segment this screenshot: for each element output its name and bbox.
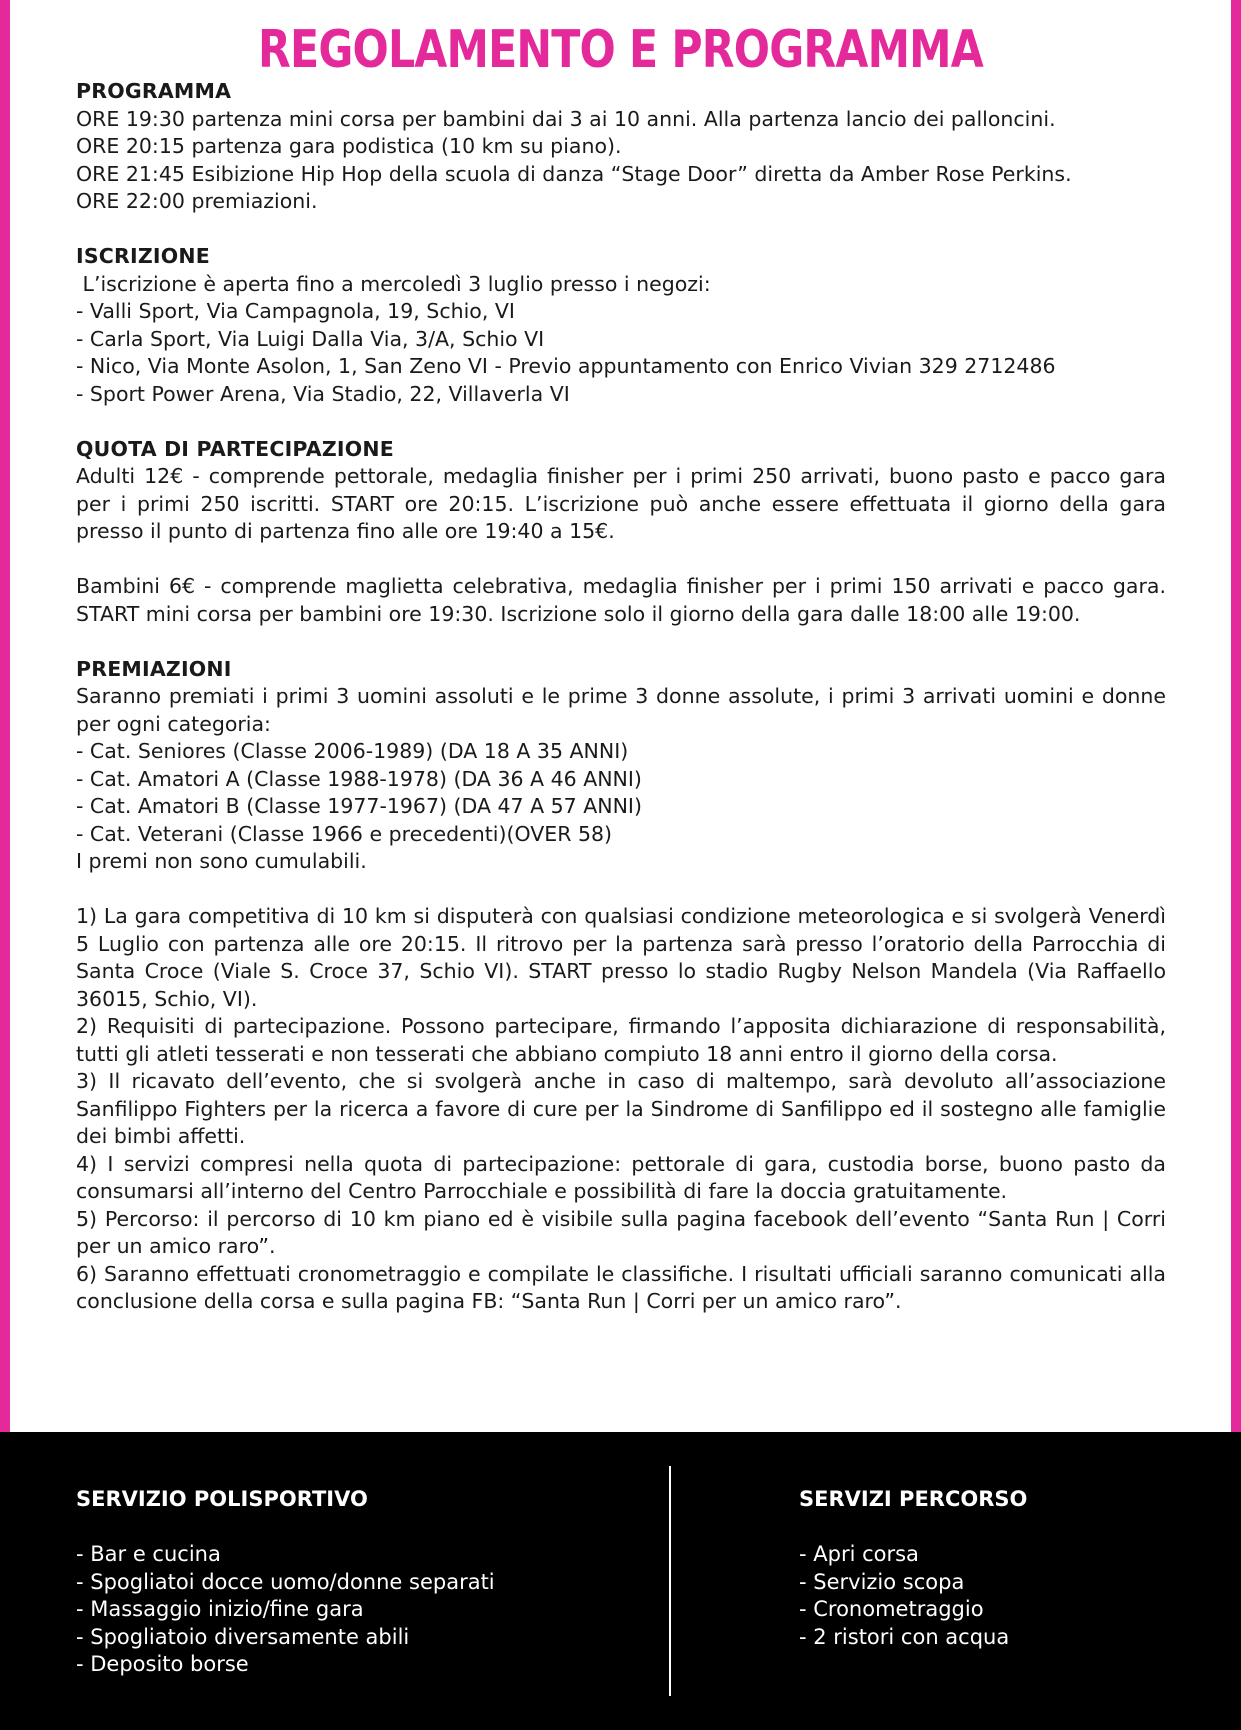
premiazioni-category: - Cat. Seniores (Classe 2006-1989) (DA 18 A 35 ANNI) — [76, 739, 629, 763]
polisportivo-heading: SERVIZIO POLISPORTIVO — [76, 1487, 368, 1511]
polisportivo-item: - Massaggio inizio/fine gara — [76, 1597, 364, 1621]
left-accent-bar — [0, 0, 10, 1432]
regola-4: 4) I servizi compresi nella quota di partecipazione: pettorale di gara, custodia borse, buono pasto da consumarsi all’interno del Centro Parrocchiale e possibilità di fare la doccia gratuitamente. — [76, 1151, 1166, 1203]
percorso-item: - Apri corsa — [799, 1542, 919, 1566]
footer-divider — [669, 1466, 671, 1696]
iscrizione-intro: L’iscrizione è aperta fino a mercoledì 3 luglio presso i negozi: — [76, 271, 711, 296]
iscrizione-shop: - Valli Sport, Via Campagnola, 19, Schio, VI — [76, 299, 515, 323]
premiazioni-category: - Cat. Amatori A (Classe 1988-1978) (DA 36 A 46 ANNI) — [76, 766, 642, 791]
premiazioni-note: I premi non sono cumulabili. — [76, 849, 367, 873]
iscrizione-shop: - Sport Power Arena, Via Stadio, 22, Villaverla VI — [76, 381, 570, 406]
iscrizione-shop: - Carla Sport, Via Luigi Dalla Via, 3/A, Schio VI — [76, 326, 545, 351]
regola-3: 3) Il ricavato dell’evento, che si svolgerà anche in caso di maltempo, sarà devoluto all’associazione Sanfilippo Fighters per la ricerca a favore di cure per la Sindrome di Sanfilippo ed il sostegno alle famiglie dei bimbi affetti. — [76, 1069, 1166, 1148]
regola-5: 5) Percorso: il percorso di 10 km piano ed è visibile sulla pagina facebook dell’evento “Santa Run | Corri per un amico raro”. — [76, 1206, 1166, 1258]
percorso-item: - Servizio scopa — [799, 1569, 965, 1594]
servizi-percorso — [799, 1486, 1199, 1651]
main-content — [76, 78, 1166, 1316]
programma-line: ORE 20:15 partenza gara podistica (10 km su piano). — [76, 134, 622, 158]
programma-line: ORE 22:00 premiazioni. — [76, 189, 318, 213]
premiazioni-category: - Cat. Veterani (Classe 1966 e precedenti)(OVER 58) — [76, 821, 613, 846]
iscrizione-heading: ISCRIZIONE — [76, 244, 210, 268]
premiazioni-intro: Saranno premiati i primi 3 uomini assoluti e le prime 3 donne assolute, i primi 3 arrivati uomini e donne per ogni categoria: — [76, 684, 1166, 736]
right-accent-bar — [1231, 0, 1241, 1432]
quota-adulti: Adulti 12€ - comprende pettorale, medaglia finisher per i primi 250 arrivati, buono pasto e pacco gara per i primi 250 iscritti. START ore 20:15. L’iscrizione può anche essere effettuata il giorno della gara presso il punto di partenza fino alle ore 19:40 a 15€. — [76, 464, 1166, 543]
programma-line: ORE 21:45 Esibizione Hip Hop della scuola di danza “Stage Door” diretta da Amber Rose Perkins. — [76, 161, 1072, 186]
quota-heading: QUOTA DI PARTECIPAZIONE — [76, 436, 394, 461]
page-title: REGOLAMENTO E PROGRAMMA — [258, 20, 983, 80]
servizio-polisportivo — [76, 1486, 636, 1679]
quota-bambini: Bambini 6€ - comprende maglietta celebrativa, medaglia finisher per i primi 150 arrivati e pacco gara. START mini corsa per bambini ore 19:30. Iscrizione solo il giorno della gara dalle 18:00 alle 19:00. — [76, 574, 1166, 626]
regola-1: 1) La gara competitiva di 10 km si disputerà con qualsiasi condizione meteorologica e si svolgerà Venerdì 5 Luglio con partenza alle ore 20:15. Il ritrovo per la partenza sarà presso l’oratorio della Parrocchia di Santa Croce (Viale S. Croce 37, Schio VI). START presso lo stadio Rugby Nelson Mandela (Via Raffaello 36015, Schio, VI). — [76, 904, 1166, 1011]
programma-heading: PROGRAMMA — [76, 79, 232, 103]
polisportivo-item: - Bar e cucina — [76, 1542, 221, 1566]
polisportivo-item: - Deposito borse — [76, 1652, 249, 1676]
footer-services — [0, 1432, 1241, 1730]
percorso-item: - 2 ristori con acqua — [799, 1624, 1010, 1649]
premiazioni-heading: PREMIAZIONI — [76, 656, 232, 681]
polisportivo-item: - Spogliatoi docce uomo/donne separati — [76, 1569, 495, 1594]
programma-line: ORE 19:30 partenza mini corsa per bambini dai 3 ai 10 anni. Alla partenza lancio dei palloncini. — [76, 106, 1056, 131]
percorso-item: - Cronometraggio — [799, 1597, 984, 1621]
regola-6: 6) Saranno effettuati cronometraggio e compilate le classifiche. I risultati ufficiali saranno comunicati alla conclusione della corsa e sulla pagina FB: “Santa Run | Corri per un amico raro”. — [76, 1261, 1166, 1313]
iscrizione-shop: - Nico, Via Monte Asolon, 1, San Zeno VI - Previo appuntamento con Enrico Vivian 329 2712486 — [76, 354, 1056, 378]
premiazioni-category: - Cat. Amatori B (Classe 1977-1967) (DA 47 A 57 ANNI) — [76, 794, 642, 818]
percorso-heading: SERVIZI PERCORSO — [799, 1487, 1028, 1511]
regola-2: 2) Requisiti di partecipazione. Possono partecipare, firmando l’apposita dichiarazione di responsabilità, tutti gli atleti tesserati e non tesserati che abbiano compiuto 18 anni entro il giorno della corsa. — [76, 1014, 1166, 1066]
polisportivo-item: - Spogliatoio diversamente abili — [76, 1624, 410, 1649]
